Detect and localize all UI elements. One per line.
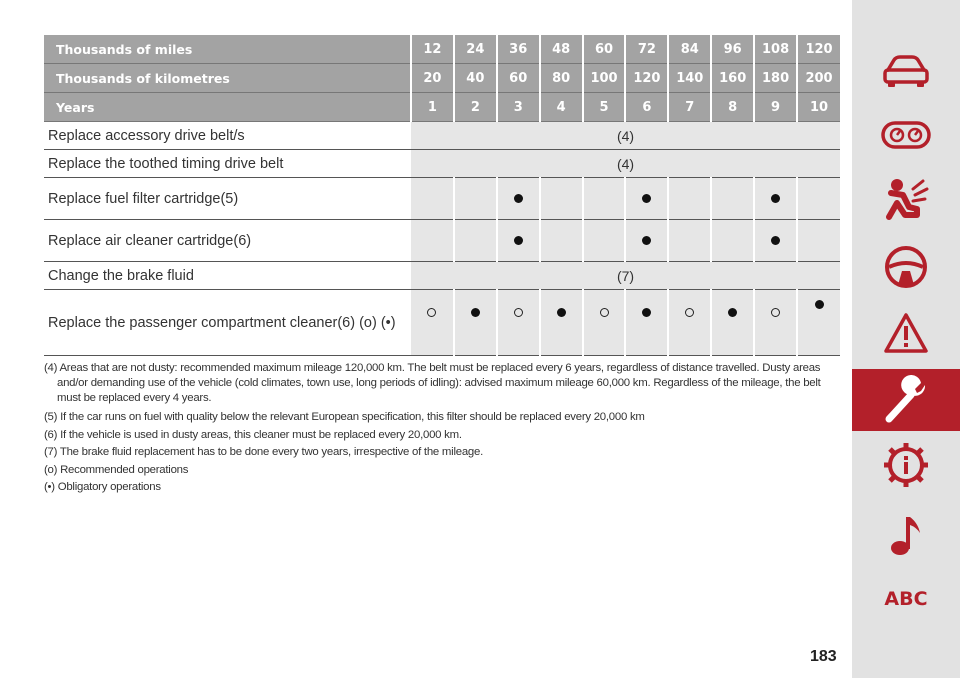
obligatory-mark: [471, 308, 480, 317]
schedule-cell: [540, 290, 583, 356]
schedule-cell: [411, 290, 454, 356]
table-row: [44, 150, 840, 178]
interval-value: 9: [754, 93, 797, 122]
footnote: (6) If the vehicle is used in dusty areas, this cleaner must be replaced every 20,000 km.: [44, 428, 462, 441]
operation-label: Replace air cleaner cartridge(6): [44, 220, 411, 262]
table-row: [44, 122, 840, 150]
recommended-mark: [685, 308, 694, 317]
schedule-cell: [583, 220, 626, 262]
sidebar-item-steering[interactable]: [852, 236, 960, 298]
schedule-cell: [668, 178, 711, 220]
interval-value: 80: [540, 64, 583, 93]
maintenance-schedule: [44, 35, 840, 497]
interval-value: 84: [668, 35, 711, 64]
interval-value: 60: [497, 64, 540, 93]
operation-label: Replace the toothed timing drive belt: [44, 150, 411, 178]
interval-value: 3: [497, 93, 540, 122]
recommended-mark: [771, 308, 780, 317]
recommended-mark: [514, 308, 523, 317]
footnote: (7) The brake fluid replacement has to be done every two years, irrespective of the mileage.: [44, 446, 483, 458]
interval-value: 108: [754, 35, 797, 64]
interval-value: 120: [625, 64, 668, 93]
obligatory-mark: [815, 300, 824, 309]
interval-value: 48: [540, 35, 583, 64]
interval-value: 12: [411, 35, 454, 64]
schedule-cell: [797, 220, 840, 262]
schedule-cell: [625, 220, 668, 262]
obligatory-mark: [771, 236, 780, 245]
interval-value: 180: [754, 64, 797, 93]
schedule-cell: [711, 290, 754, 356]
interval-value: 40: [454, 64, 497, 93]
obligatory-mark: [771, 194, 780, 203]
interval-value: 200: [797, 64, 840, 93]
schedule-cell: [497, 220, 540, 262]
wrench-icon: [881, 375, 931, 425]
interval-value: 7: [668, 93, 711, 122]
chapter-sidebar: [852, 0, 960, 678]
car-icon: [882, 54, 930, 88]
schedule-cell: [754, 290, 797, 356]
schedule-cell: [411, 178, 454, 220]
interval-value: 160: [711, 64, 754, 93]
dashboard-gauges-icon: [881, 120, 931, 150]
page-number: 183: [810, 648, 837, 665]
interval-value: 20: [411, 64, 454, 93]
schedule-cell: [754, 178, 797, 220]
interval-value: 60: [583, 35, 626, 64]
table-row: [44, 178, 840, 220]
obligatory-mark: [642, 236, 651, 245]
footnote: (4) Areas that are not dusty: recommended maximum mileage 120,000 km. The belt must be replaced every 6 years, regardless of distance travelled. Dusty areas and/or demanding use of the vehicle (cold climates, town use, long periods of idling): advised maximum mileage 60,000 km. Regardless of the mileage, the belt must be replaced every 4 years.: [44, 362, 821, 404]
music-note-icon: [888, 513, 924, 557]
operation-label: Change the brake fluid: [44, 262, 411, 290]
interval-value: 8: [711, 93, 754, 122]
schedule-cell: [668, 220, 711, 262]
sidebar-item-warning[interactable]: [852, 302, 960, 364]
header-row: [44, 93, 840, 122]
schedule-cell: [797, 178, 840, 220]
header-row: [44, 35, 840, 64]
schedule-cell: [540, 178, 583, 220]
interval-value: 10: [797, 93, 840, 122]
interval-value: 72: [625, 35, 668, 64]
warning-triangle-icon: [883, 312, 929, 354]
header-row-label: Thousands of miles: [44, 35, 411, 64]
obligatory-mark: [514, 194, 523, 203]
footnote: (•) Obligatory operations: [44, 481, 161, 493]
interval-value: 100: [583, 64, 626, 93]
operation-label: Replace the passenger compartment cleaner(6) (o) (•): [44, 290, 411, 356]
table-row: [44, 290, 840, 356]
schedule-cell: [711, 178, 754, 220]
interval-value: 36: [497, 35, 540, 64]
recommended-mark: [600, 308, 609, 317]
note-reference: (7): [411, 262, 840, 290]
interval-value: 6: [625, 93, 668, 122]
obligatory-mark: [514, 236, 523, 245]
operation-label: Replace fuel filter cartridge(5): [44, 178, 411, 220]
note-reference: (4): [411, 150, 840, 178]
interval-value: 4: [540, 93, 583, 122]
footnote: (5) If the car runs on fuel with quality below the relevant European specification, this filter should be replaced every 20,000 km: [44, 411, 645, 423]
schedule-cell: [497, 178, 540, 220]
abc-index-icon: ABC: [884, 588, 928, 610]
obligatory-mark: [728, 308, 737, 317]
schedule-cell: [454, 290, 497, 356]
steering-wheel-icon: [884, 245, 928, 289]
sidebar-item-maintenance[interactable]: [852, 369, 960, 431]
header-row: [44, 64, 840, 93]
schedule-cell: [540, 220, 583, 262]
schedule-cell: [797, 290, 840, 356]
obligatory-mark: [642, 308, 651, 317]
sidebar-item-car[interactable]: [852, 40, 960, 102]
schedule-cell: [668, 290, 711, 356]
header-row-label: Thousands of kilometres: [44, 64, 411, 93]
note-reference: (4): [411, 122, 840, 150]
schedule-cell: [583, 290, 626, 356]
interval-value: 24: [454, 35, 497, 64]
interval-value: 2: [454, 93, 497, 122]
maintenance-table: [44, 35, 840, 356]
sidebar-item-multimedia[interactable]: [852, 504, 960, 566]
interval-value: 96: [711, 35, 754, 64]
footnote: (o) Recommended operations: [44, 463, 189, 476]
schedule-cell: [711, 220, 754, 262]
interval-value: 120: [797, 35, 840, 64]
schedule-cell: [625, 178, 668, 220]
schedule-cell: [411, 220, 454, 262]
footnotes: [44, 361, 840, 497]
obligatory-mark: [642, 194, 651, 203]
interval-value: 5: [583, 93, 626, 122]
header-row-label: Years: [44, 93, 411, 122]
schedule-cell: [625, 290, 668, 356]
schedule-cell: [454, 220, 497, 262]
recommended-mark: [427, 308, 436, 317]
operation-label: Replace accessory drive belt/s: [44, 122, 411, 150]
schedule-cell: [583, 178, 626, 220]
interval-value: 140: [668, 64, 711, 93]
sidebar-item-technical-data[interactable]: [852, 434, 960, 496]
interval-value: 1: [411, 93, 454, 122]
sidebar-item-safety[interactable]: [852, 168, 960, 230]
schedule-cell: [497, 290, 540, 356]
table-row: [44, 262, 840, 290]
seat-occupant-safety-icon: [883, 177, 929, 221]
table-row: [44, 220, 840, 262]
sidebar-item-index[interactable]: [852, 568, 960, 630]
obligatory-mark: [557, 308, 566, 317]
sidebar-item-dashboard[interactable]: [852, 104, 960, 166]
info-gear-icon: [882, 441, 930, 489]
schedule-cell: [454, 178, 497, 220]
schedule-cell: [754, 220, 797, 262]
